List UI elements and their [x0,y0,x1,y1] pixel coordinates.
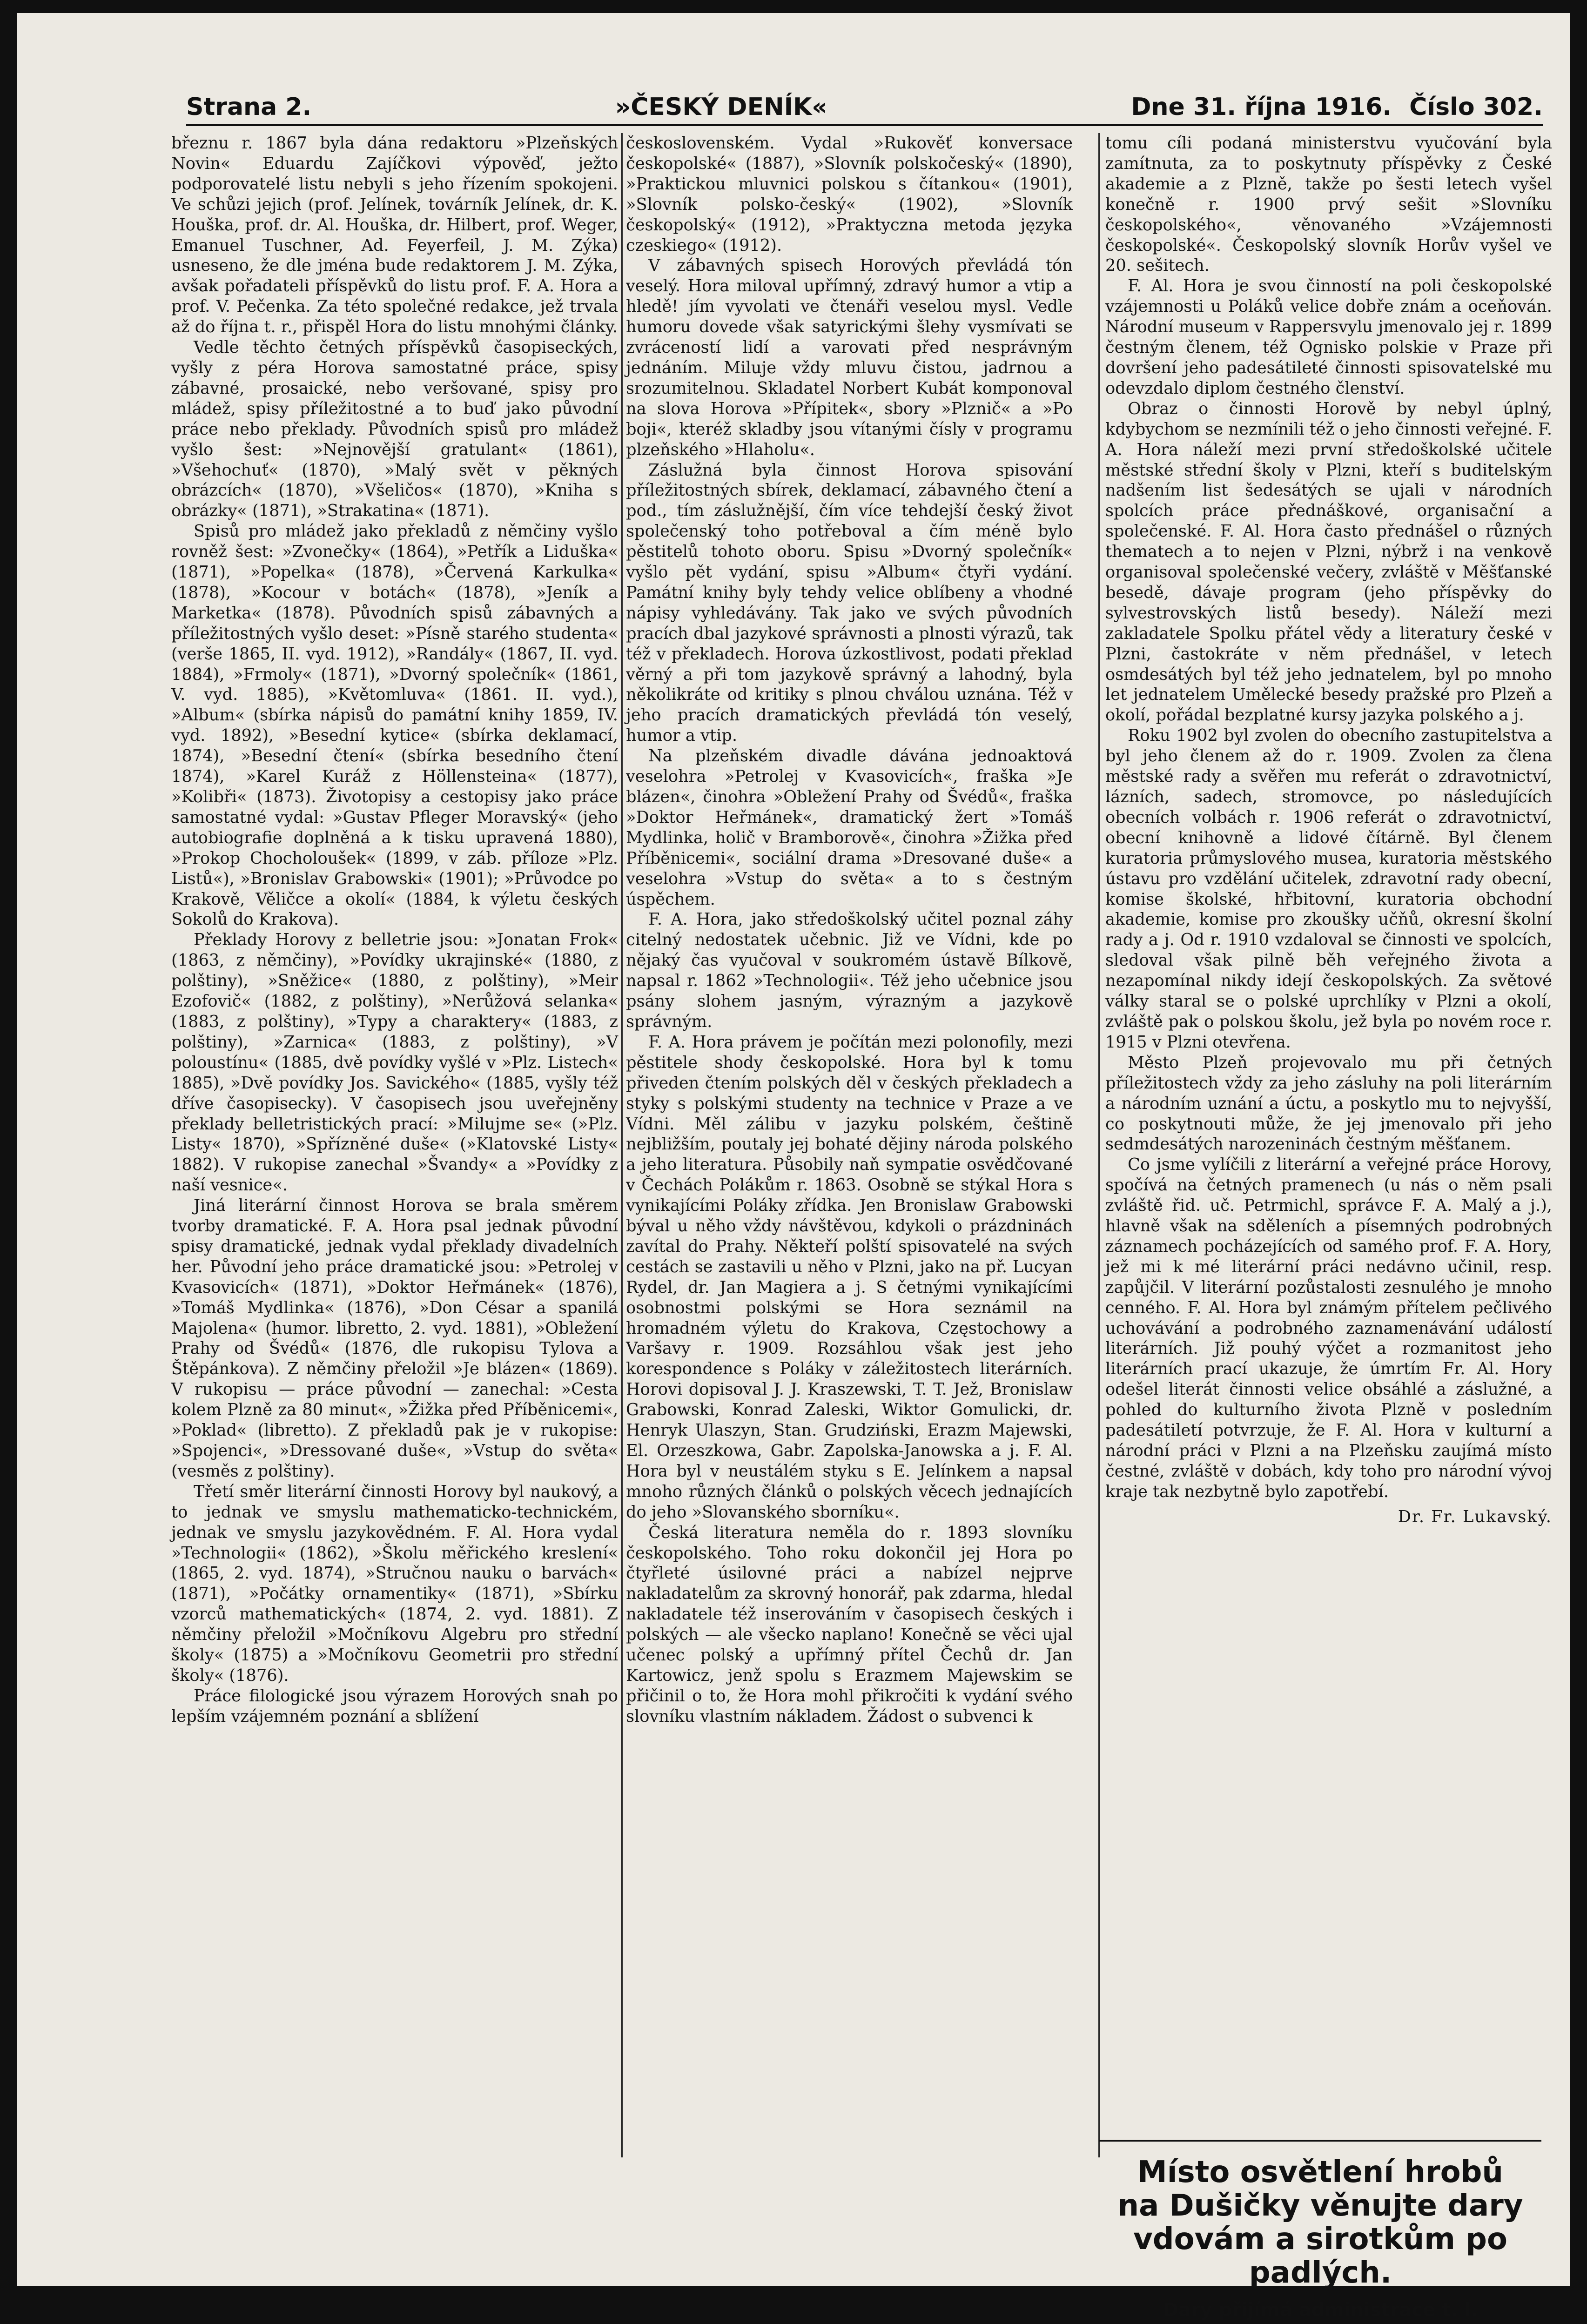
paragraph: Obraz o činnosti Horově by nebyl úplný, kdybychom se nezmínili též o jeho činnosti veřejné. F. A. Hora náleží mezi první středoškolské učitele městské střední školy v Plzni, kteří s buditelským nadšením list šedesátých se ujali v národních spolcích práce přednáškové, organisační a společenské. F. Al. Hora často přednášel o různých thematech a to nejen v Plzni, nýbrž i na venkově organisoval společenské večery, zvláště v Měšťanské besedě, dávaje program (jeho příspěvky do sylvestrovských listů besedy). Náleží mezi zakladatele Spolku přátel vědy a literatury české v Plzni, častokráte v něm přednášel, v letech osmdesátých byl též jeho jednatelem, byl po mnoho let jednatelem Umělecké besedy pražské pro Plzeň a okolí, pořádal bezplatné kursy jazyka polského a j. [1105,399,1552,725]
paragraph: Spisů pro mládež jako překladů z němčiny vyšlo rovněž šest: »Zvonečky« (1864), »Petřík a Liduška« (1871), »Popelka« (1878), »Červená Karkulka« (1878), »Kocour v botách« (1878), »Jeník a Marketka« (1878). Původních spisů zábavných a příležitostných vyšlo deset: »Písně starého studenta« (verše 1865, II. vyd. 1912), »Randály« (1867, II. vyd. 1884), »Frmoly« (1871), »Dvorný společník« (1861, V. vyd. 1885), »Květomluva« (1861. II. vyd.), »Album« (sbírka nápisů do památní knihy 1859, IV. vyd. 1892), »Besední kytice« (sbírka deklamací, 1874), »Besední čtení« (sbírka besedního čtení 1874), »Karel Kuráž z Höllensteina« (1877), »Kolibři« (1873). Životopisy a cestopisy jako práce samostatné vydal: »Gustav Pfleger Moravský« (jeho autobiografie doplněná a k tisku upravená 1880), »Prokop Chocholoušek« (1899, v záb. příloze »Plz. Listů«), »Bronislav Grabowski« (1901); »Průvodce po Krakově, Věličce a okolí« (1884, k výletu českých Sokolů do Krakova). [171,522,618,929]
paragraph: Jiná literární činnost Horova se brala směrem tvorby dramatické. F. A. Hora psal jednak původní spisy dramatické, jednak vydal překlady divadelních her. Původní jeho práce dramatické jsou: »Petrolej v Kvasovicích« (1871), »Doktor Heřmánek« (1876), »Tomáš Mydlinka« (1876), »Don César a spanilá Majolena« (humor. libretto, 2. vyd. 1881), »Obležení Prahy od Švédů« (1876, dle rukopisu Tylova a Štěpánkova). Z němčiny přeložil »Je blázen« (1869). V rukopisu — práce původní — zanechal: »Cesta kolem Plzně za 80 minut«, »Žižka před Příběnicemi«, »Poklad« (libretto). Z překladů pak je v rukopise: »Spojenci«, »Dressované duše«, »Vstup do světa« (vesměs z polštiny). [171,1196,618,1481]
notice-appeal: na Dušičky věnujte dary vdovám a sirotkům po padlých. [1117,2189,1523,2290]
paragraph: Roku 1902 byl zvolen do obecního zastupitelstva a byl jeho členem až do r. 1909. Zvolen za člena městské rady a svěřen mu referát o zdravotnictví, lázních, sadech, stromovce, po následujících obecních volbách r. 1906 referát o zdravotnictví, obecní knihovně a lidové čítárně. Byl členem kuratoria průmyslového musea, kuratoria městského ústavu pro vzdělání učitelek, zdravotní rady obecní, komise školské, hřbitovní, kuratoria obchodní akademie, komise pro zkoušky učňů, okresní školní rady a j. Od r. 1910 vzdaloval se činnosti ve spolcích, sledoval však pilně běh veřejného života a nezapomínal nikdy idejí českopolských. Za světové války staral se o polské uprchlíky v Plzni a okolí, zvláště pak o polskou školu, jež byla po novém roce r. 1915 v Plzni otevřena. [1105,726,1552,1052]
paragraph: Česká literatura neměla do r. 1893 slovníku českopolského. Toho roku dokončil jej Hora po čtyřleté úsilovné práci a nabízel nejprve nakladatelům za skrovný honorář, pak zdarma, hledal nakladatele též inserováním v časopisech českých i polských — ale všecko naplano! Konečně se věci ujal učenec polský a upřímný přítel Čechů dr. Jan Kartowicz, jenž spolu s Erazmem Majewskim se přičinil o to, že Hora mohl přikročiti k vydání svého slovníku vlastním nákladem. Žádost o subvenci k [626,1523,1073,1726]
paragraph: březnu r. 1867 byla dána redaktoru »Plzeňských Novin« Eduardu Zajíčkovi výpověď, ježto podporovatelé listu nebyli s jeho řízením spokojeni. Ve schůzi jejich (prof. Jelínek, továrník Jelínek, dr. K. Houška, prof. dr. Al. Houška, dr. Hilbert, prof. Weger, Emanuel Tuschner, Ad. Feyerfeil, J. M. Zýka) usneseno, že dle jména bude redaktorem J. M. Zýka, avšak pořadateli příspěvků do listu prof. F. A. Hora a prof. V. Pečenka. Za této společné redakce, jež trvala až do října t. r., přispěl Hora do listu mnohými články. [171,134,618,337]
paragraph: tomu cíli podaná ministerstvu vyučování byla zamítnuta, za to poskytnuty příspěvky z České akademie a z Plzně, takže po šesti letech vyšel konečně r. 1900 prvý sešit »Slovníku českopolského«, věnovaného »Vzájemnosti českopolské«. Českopolský slovník Horův vyšel ve 20. sešitech. [1105,134,1552,275]
paragraph: Na plzeňském divadle dávána jednoaktová veselohra »Petrolej v Kvasovicích«, fraška »Je blázen«, činohra »Obležení Prahy od Švédů«, fraška »Doktor Heřmánek«, dramatický žert »Tomáš Mydlinka, holič v Bramborově«, činohra »Žižka před Příběnicemi«, sociální drama »Dresované duše« a veselohra »Vstup do světa« a to s čestným úspěchem. [626,746,1073,909]
column-2 [626,133,1073,1727]
issue-number: Číslo 302. [1409,93,1543,121]
paragraph: V zábavných spisech Horových převládá tón veselý. Hora miloval upřímný, zdravý humor a vtip a hledě! jím vyvolati ve čtenáři veselou mysl. Vedle humoru dovede však satyrickými šlehy vysmívati se zvráceností lidí a varovati před nesprávným jednáním. Miluje vždy mluvu čistou, jadrnou a srozumitelnou. Skladatel Norbert Kubát komponoval na slova Horova »Přípitek«, sbory »Plznič« a »Po boji«, kteréž skladby jsou vítanými čísly v programu plzeňského »Hlaholu«. [626,256,1073,459]
paragraph: Město Plzeň projevovalo mu při četných příležitostech vždy za jeho zásluhy na poli literárním a národním uznání a úctu, a poskytlo mu to nejvyšší, co poskytnouti může, že jej jmenovalo při jeho sedmdesátých narozeninách čestným měšťanem. [1105,1053,1552,1154]
paragraph: Co jsme vylíčili z literární a veřejné práce Horovy, spočívá na četných pramenech (u nás o něm psali zvláště řid. uč. Petrmichl, správce F. A. Malý a j.), hlavně však na sděleních a písemných podrobných záznamech pocházejících od samého prof. F. A. Hory, jež mi k mé literární práci nedávno učinil, resp. zapůjčil. V literární pozůstalosti zesnulého je mnoho cenného. F. Al. Hora byl známým přítelem pečlivého uchovávání a podrobného zaznamenávání událostí literárních. Již pouhý výčet a rozmanitost jeho literárních prací ukazuje, že úmrtím Fr. Al. Hory odešel literát činnosti velice obsáhlé a záslužné, a pohled do kulturního života Plzně v posledním padesátiletí potvrzuje, že F. Al. Hora v kulturní a národní práci v Plzni a na Plzeňsku zaujímá místo čestné, zvláště v dobách, kdy toho pro národní vývoj kraje tak nezbytně bylo zapotřebí. [1105,1155,1552,1501]
paragraph: Vedle těchto četných příspěvků časopiseckých, vyšly z péra Horova samostatné práce, spisy zábavné, prosaické, nebo veršované, spisy pro mládež, spisy příležitostné a to buď jako původní práce nebo překlady. Původních spisů pro mládež vyšlo šest: »Nejnovější gratulant« (1861), »Všehochuť« (1870), »Malý svět v pěkných obrázcích« (1870), »Všeličos« (1870), »Kniha s obrázky« (1871), »Strakatina« (1871). [171,338,618,521]
paragraph: F. A. Hora právem je počítán mezi polonofily, mezi pěstitele shody českopolské. Hora byl k tomu přiveden čtením polských děl v českých překladech a styky s polskými studenty na technice v Praze a ve Vídni. Měl zálibu v jazyku polském, češtině nejbližším, poutaly jej bohaté dějiny národa polského a jeho literatura. Působily naň sympatie osvědčované v Čechách Polákům r. 1863. Osobně se stýkal Hora s vynikajícími Poláky zřídka. Jen Bronislaw Grabowski býval u něho vždy návštěvou, kdykoli o prázdninách zavítal do Prahy. Někteří polští spisovatelé na svých cestách se zastavili u něho v Plzni, jako na př. Lucyan Rydel, dr. Jan Magiera a j. S četnými vynikajícími osobnostmi polskými se Hora seznámil na hromadném výletu do Krakova, Częstochowy a Varšavy r. 1909. Rozsáhlou však jest jeho korespondence s Poláky v záležitostech literárních. Horovi dopisoval J. J. Kraszewski, T. T. Jež, Bronislaw Grabowski, Konrad Zaleski, Wiktor Gomulicki, dr. Henryk Ulaszyn, Stan. Grudziński, Erazm Majewski, El. Orzeszkowa, Gabr. Zapolska-Janowska a j. F. Al. Hora byl v neustálém styku s E. Jelínkem a napsal mnoho různých článků o polských věcech jednajících do jeho »Slovanského sborníku«. [626,1032,1073,1522]
issue-date: Dne 31. října 1916. [1131,93,1392,121]
masthead: »ČESKÝ DENÍK« [615,93,827,121]
paragraph: F. Al. Hora je svou činností na poli českopolské vzájemnosti u Poláků velice dobře znám a oceňován. Národní museum v Rappersvylu jmenovalo jej r. 1899 čestným členem, též Ognisko polskie v Praze při dovršení jeho padesátileté činnosti spisovatelské mu odevzdalo diplom čestného členství. [1105,276,1552,398]
issue-info [1131,93,1543,121]
paragraph: Záslužná byla činnost Horova spisování příležitostných sbírek, deklamací, zábavného čtení a pod., tím záslužnější, čím více tehdejší český život společenský toho potřeboval a čím méně bylo pěstitelů tohoto oboru. Spisu »Dvorný společník« vyšlo pět vydání, spisu »Album« čtyři vydání. Památní knihy byly tehdy velice oblíbeny a vhodné nápisy vyhledávány. Tak jako ve svých původních pracích dbal jazykové správnosti a plnosti výrazů, tak též v překladech. Horova úzkostlivost, podati překlad věrný a při tom jazykově správný a lahodný, byla několikráte od kritiky s plnou chválou uznána. Též v jeho pracích dramatických převládá tón veselý, humor a vtip. [626,460,1073,746]
notice-footer: Dary přijímá administrace t. l. [1163,2299,1478,2321]
page-header [186,83,1543,126]
author-signature: Dr. Fr. Lukavský. [1398,1507,1552,1526]
paragraph: Práce filologické jsou výrazem Horových snah po lepším vzájemném poznání a sblížení [171,1686,618,1726]
column-3 [1105,133,1552,1527]
paragraph: F. A. Hora, jako středoškolský učitel poznal záhy citelný nedostatek učebnic. Již ve Vídni, kde po nějaký čas vyučoval v soukromém ústavě Bílkově, napsal r. 1862 »Technologii«. Též jeho učebnice jsou psány slohem jasným, výrazným a jazykově správným. [626,910,1073,1031]
paragraph: Překlady Horovy z belletrie jsou: »Jonatan Frok« (1863, z němčiny), »Povídky ukrajinské« (1880, z polštiny), »Sněžice« (1880, z polštiny), »Meir Ezofovič« (1882, z polštiny), »Nerůžová selanka« (1883, z polštiny), »Typy a charaktery« (1883, z polštiny), »Zarnica« (1883, z polštiny), »V poloustínu« (1885, dvě povídky vyšlé v »Plz. Listech« 1885), »Dvě povídky Jos. Savického« (1885, vyšly též dříve časopisecky). V časopisech jsou uveřejněny překlady belletristických prací: »Milujme se« (»Plz. Listy« 1870), »Spřízněné duše« (»Klatovské Listy« 1882). V rukopise zanechal »Švandy« a »Povídky z naší vesnice«. [171,930,618,1195]
paragraph: československém. Vydal »Rukověť konversace českopolské« (1887), »Slovník polskočeský« (1890), »Praktickou mluvnici polskou s čítankou« (1901), »Slovník polsko-český« (1902), »Slovník českopolský« (1912), »Praktyczna metoda języka czeskiego« (1912). [626,134,1073,255]
notice-box [1099,2140,1541,2321]
paragraph: Třetí směr literární činnosti Horovy byl naukový, a to jednak ve smyslu mathematicko-technickém, jednak ve smyslu jazykovědném. F. Al. Hora vydal »Technologii« (1862), »Školu měřického kreslení« (1865, 2. vyd. 1874), »Stručnou nauku o barvách« (1871), »Počátky ornamentiky« (1871), »Sbírku vzorců mathematických« (1874, 2. vyd. 1881). Z němčiny přeložil »Močníkovu Algebru pro střední školy« (1875) a »Močníkovu Geometrii pro střední školy« (1876). [171,1482,618,1685]
page-number: Strana 2. [186,93,312,121]
notice-headline: Místo osvětlení hrobů [1137,2155,1503,2190]
column-rule [621,133,623,2157]
column-1 [171,133,618,1727]
column-rule [1098,133,1100,2157]
